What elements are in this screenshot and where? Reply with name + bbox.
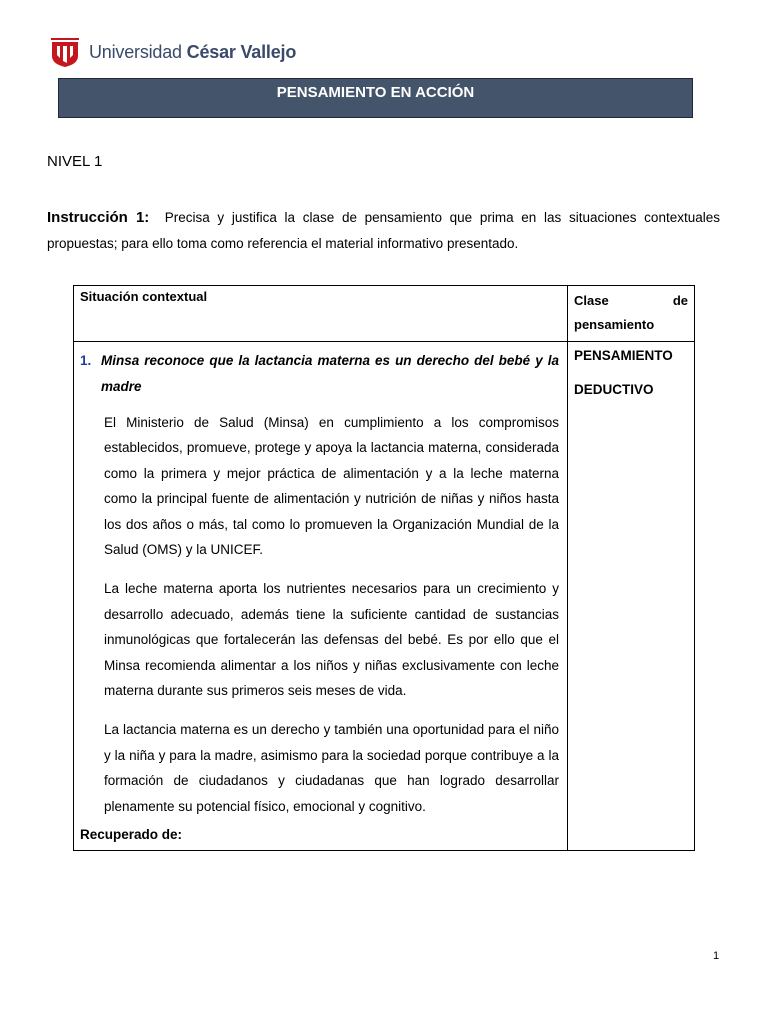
instruction-text: Precisa y justifica la clase de pensamiento que prima en las situaciones contextuales propuestas; para ello toma como referencia el material informativo presentado.: [47, 210, 720, 251]
page-title-banner: PENSAMIENTO EN ACCIÓN: [58, 78, 693, 118]
situation-paragraph: La lactancia materna es un derecho y también una oportunidad para el niño y la niña y para la madre, asimismo para la sociedad porque contribuye a la formación de ciudadanos y ciudadanas que han logrado desarrollar plenamente su potencial físico, emocional y cognitivo.: [104, 722, 559, 814]
source-label: Recuperado de:: [80, 827, 183, 843]
situation-title: [80, 348, 559, 400]
col-situation-header: Situación contextual: [74, 286, 568, 342]
situation-title-text: Minsa reconoce que la lactancia materna es un derecho del bebé y la madre: [101, 353, 559, 394]
header-word-clase: Clase: [574, 293, 609, 308]
instruction-block: [47, 205, 720, 257]
logo-text-bold: César Vallejo: [186, 41, 297, 62]
answer-line-2: DEDUCTIVO: [574, 382, 654, 397]
instruction-label: Instrucción 1:: [47, 209, 150, 226]
situation-paragraph: El Ministerio de Salud (Minsa) en cumplimiento a los compromisos establecidos, promueve, protege y apoya la lactancia materna, considerada como la primera y mejor práctica de alimentación y a la leche materna como la principal fuente de alimentación y nutrición de niñas y niños hasta los dos años o más, tal como lo promueven la Organización Mundial de la Salud (OMS) y la UNICEF.: [104, 415, 559, 558]
answer-line-1: PENSAMIENTO: [574, 348, 673, 363]
university-logo: [49, 36, 296, 68]
thinking-type-cell: [568, 342, 695, 851]
col-thinking-type-header: [568, 286, 695, 342]
situation-cell: [74, 342, 568, 851]
page-number: 1: [713, 950, 720, 962]
logo-text-regular: Universidad: [89, 41, 187, 62]
level-heading: NIVEL 1: [47, 153, 103, 170]
situation-paragraph: La leche materna aporta los nutrientes necesarios para un crecimiento y desarrollo adecuado, además tiene la suficiente cantidad de sustancias inmunológicas que fortalecerán las defensas del bebé. Es por ello que el Minsa recomienda alimentar a los niños y niñas exclusivamente con leche materna durante sus primeros seis meses de vida.: [104, 581, 559, 699]
header-word-de: de: [672, 293, 688, 308]
shield-logo-icon: [49, 36, 81, 68]
situation-number: 1.: [80, 353, 92, 368]
table-header-row: [74, 286, 695, 342]
university-name: [89, 42, 296, 63]
situations-table: [73, 285, 695, 851]
table-row: [74, 342, 695, 851]
header-word-pensamiento: pensamiento: [574, 317, 655, 332]
